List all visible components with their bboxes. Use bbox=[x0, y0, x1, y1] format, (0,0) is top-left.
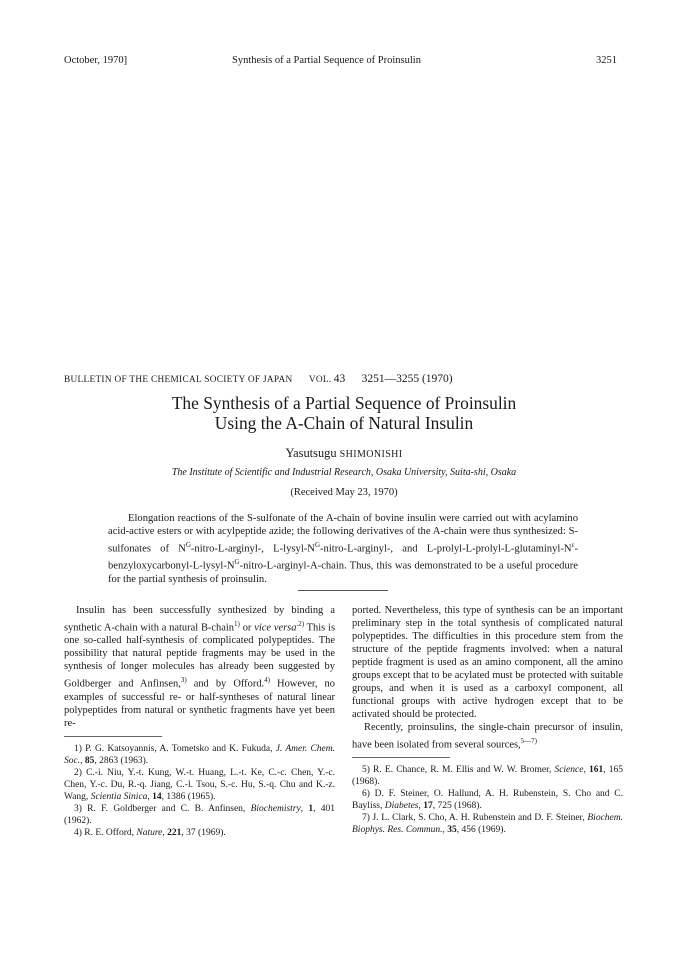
body-paragraph: Insulin has been successfully synthesized by binding a synthetic A-chain with a natural B-chain$^{1)}$ or vice versa$^{.2)}$ This is one so-called half-synthesis of complicated polypeptides. The possibility that natural peptide fragments may be used in the synthesis of longer molecules has already been suggested by Goldberger and Anfinsen,$^{3)}$ and by Offord.$^{4)}$ However, no examples of successful re- or half-syntheses of natural linear polypeptides from natural or synthetic fragments have yet been re- bbox=[64, 605, 336, 729]
footnote: 6) D. F. Steiner, O. Hallund, A. H. Rubenstein, S. Cho and C. Bayliss, Diabetes, 17, 725 (1968). bbox=[352, 788, 623, 811]
ref-marker: 5—7) bbox=[520, 736, 538, 745]
journal-name: BULLETIN OF THE CHEMICAL SOCIETY OF JAPAN bbox=[64, 375, 293, 385]
pages-year: 3251—3255 (1970) bbox=[361, 373, 453, 385]
footnote: 2) C.-i. Niu, Y.-t. Kung, W.-t. Huang, L.-t. Ke, C.-c. Chen, Y.-c. Chen, Y.-c. Du, R.-q. Jiang, C.-l. Tsou, S.-c. Hu, S.-q. Chu and K.-z. Wang, Scientia Sinica, 14, 1386 (1965). bbox=[64, 767, 335, 802]
body-column-right bbox=[352, 605, 623, 836]
body-column-left bbox=[64, 605, 335, 839]
affiliation: The Institute of Scientific and Industrial Research, Osaka University, Suita-shi, Osaka bbox=[171, 467, 517, 478]
ref-marker: 1) bbox=[234, 619, 240, 628]
running-head-date: October, 1970] bbox=[64, 55, 128, 66]
ref-marker: 4) bbox=[264, 676, 270, 685]
superscript-g: G bbox=[314, 540, 321, 549]
body-paragraph: Recently, proinsulins, the single-chain precursor of insulin, have been isolated from several sources,$^{5—7)}$ bbox=[352, 721, 623, 751]
italic-term: vice versa bbox=[254, 622, 297, 634]
footnote: 3) R. F. Goldberger and C. B. Anfinsen, Biochemistry, 1, 401 (1962). bbox=[64, 803, 336, 826]
abstract bbox=[108, 512, 578, 586]
running-head-title: Synthesis of a Partial Sequence of Proinsulin bbox=[232, 55, 421, 66]
title-line-1: The Synthesis of a Partial Sequence of Proinsulin bbox=[171, 393, 517, 413]
journal-masthead bbox=[64, 373, 453, 386]
superscript-g: G bbox=[234, 557, 240, 566]
body-paragraph: ported. Nevertheless, this type of synthesis can be an important preliminary step in the total synthesis of complicated natural polypeptides. The difficulties in this procedure stem from the structure of the peptide fragments involved: when a natural peptide fragment is used as an amino component, all the amino groups except that to be acylated must be protected with suitable groups, and when it is used as a carboxyl component, all functional groups with active hydrogen except that to be activated should be protected. bbox=[352, 605, 623, 720]
author-family-name: SHIMONISHI bbox=[339, 449, 403, 460]
title-line-2: Using the A-Chain of Natural Insulin bbox=[214, 413, 474, 433]
superscript-g: G bbox=[185, 540, 191, 549]
section-divider bbox=[298, 590, 388, 591]
volume-number: 43 bbox=[333, 373, 346, 385]
footnote-rule bbox=[64, 736, 162, 737]
article-title bbox=[60, 393, 628, 433]
author bbox=[60, 446, 628, 462]
footnote: 5) R. E. Chance, R. M. Ellis and W. W. Bromer, Science, 161, 165 (1968). bbox=[352, 764, 623, 787]
abstract-text-5: -nitro-L-arginyl-A-chain. Thus, this was demonstrated to be a useful procedure for the partial synthesis of proinsulin. bbox=[108, 560, 578, 585]
abstract-text-3: -nitro-L-arginyl-, and L-prolyl-L-prolyl-L-glutaminyl-N bbox=[320, 543, 572, 555]
page-number: 3251 bbox=[596, 55, 617, 66]
footnote: 7) J. L. Clark, S. Cho, A. H. Rubenstein and D. F. Steiner, Biochem. Biophys. Res. Commun., 35, 456 (1969). bbox=[352, 812, 623, 835]
superscript-epsilon: ε bbox=[571, 540, 575, 549]
footnote: 4) R. E. Offord, Nature, 221, 37 (1969). bbox=[74, 827, 226, 838]
footnote: 1) P. G. Katsoyannis, A. Tometsko and K. Fukuda, J. Amer. Chem. Soc., 85, 2863 (1963). bbox=[64, 743, 336, 766]
author-given-name: Yasutsugu bbox=[285, 446, 337, 460]
abstract-text-2: -nitro-L-arginyl-, L-lysyl-N bbox=[190, 543, 315, 555]
footnotes-right bbox=[352, 764, 623, 836]
ref-marker: 3) bbox=[180, 676, 187, 685]
abstract-text-1: Elongation reactions of the S-sulfonate of the A-chain of bovine insulin were carried out with acylamino acid-active esters or with acylpeptide azide; the following derivatives of the A-chain were thus synthesized: S-sulfonates of N bbox=[108, 513, 578, 555]
received-date: (Received May 23, 1970) bbox=[290, 487, 398, 498]
ref-marker: .2) bbox=[296, 619, 305, 628]
footnote-rule bbox=[352, 757, 450, 758]
volume-label: VOL. bbox=[308, 375, 332, 385]
footnotes-left bbox=[64, 743, 335, 839]
abstract-text-4: -benzyloxycarbonyl-L-lysyl-N bbox=[108, 543, 579, 572]
